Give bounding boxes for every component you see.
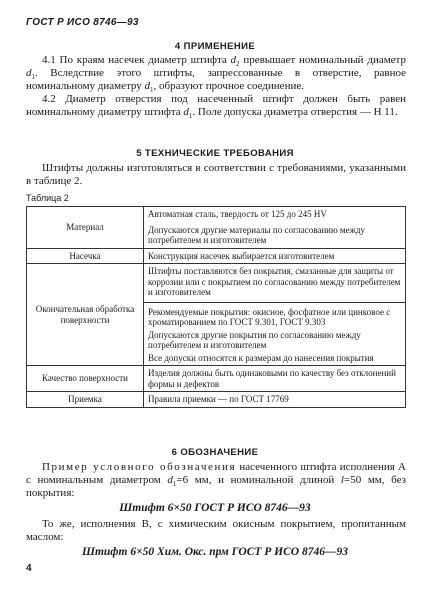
table-row [27,248,406,264]
requirements-table [26,206,406,408]
section-4-title: 4 ПРИМЕНЕНИЕ [174,41,256,52]
section-6-example: Пример условного обозначения насеченного штифта исполнения А с номинальным диаметром $d_1=6$ мм, и номинальной длиной l=50 мм, без покрытия: [26,461,406,499]
cell-divider [144,302,405,303]
table-label: Таблица 2 [26,193,69,203]
section-6-title: 6 ОБОЗНАЧЕНИЕ [171,447,259,458]
section-5-title: 5 ТЕХНИЧЕСКИЕ ТРЕБОВАНИЯ [136,148,294,159]
designation-example-2: Штифт 6×50 Хим. Окс. прм ГОСТ Р ИСО 8746—93 [82,546,348,558]
table-row [27,264,406,366]
row-requirement: Конструкция насечек выбирается изготовителем [144,248,406,264]
table-row [27,207,406,249]
row-requirement: Изделия должны быть одинаковыми по качеству без отклонений формы и дефектов [144,366,406,392]
page-header: ГОСТ Р ИСО 8746—93 [26,17,139,28]
section-6-text-2: То же, исполнения В, с химическим окисным покрытием, пропитанным маслом: [26,518,406,543]
section-5-intro: Штифты должны изготовляться в соответствии с требованиями, указанными в таблице 2. [26,162,406,187]
row-requirement: Автоматная сталь, твердость от 125 до 245 HV Допускаются другие материалы по согласованию между потребителем и изготовителем [144,207,406,249]
row-param: Материал [27,207,144,249]
section-4-text [26,54,406,119]
paragraph-4-1: 4.1 По краям насечек диаметр штифта $d_2$ превышает номинальный диаметр $d_1$. Вследствие этого штифты, запрессованные в отверстие, равное номинальному диаметру $d_1$, образуют прочное соединение. [26,54,406,95]
table-row [27,392,406,408]
row-requirement: Правила приемки — по ГОСТ 17769 [144,392,406,408]
row-param: Приемка [27,392,144,408]
row-param: Качество поверхности [27,366,144,392]
row-requirement: Штифты поставляются без покрытия, смазанные для защиты от коррозии или с покрытием по согласованию между потребителем и изготовителем Рекомендуемые покрытия: окисное, фосфатное или цинковое с хроматированием по ГОСТ 9.301, ГОСТ 9.303 Допускаются другие покрытия по согласованию между потребителем и изготовителем Все допуски относятся к размерам до нанесения покрытия [144,264,406,366]
page-number: 4 [26,563,32,574]
row-param: Насечка [27,248,144,264]
table-row [27,366,406,392]
designation-example-1: Штифт 6×50 ГОСТ Р ИСО 8746—93 [119,502,311,514]
paragraph-4-2: 4.2 Диаметр отверстия под насеченный штифт должен быть равен номинальному диаметру штифта $d_1$. Поле допуска диаметра отверстия — Н 11. [26,93,406,121]
row-param: Окончательная обработка поверхности [27,264,144,366]
